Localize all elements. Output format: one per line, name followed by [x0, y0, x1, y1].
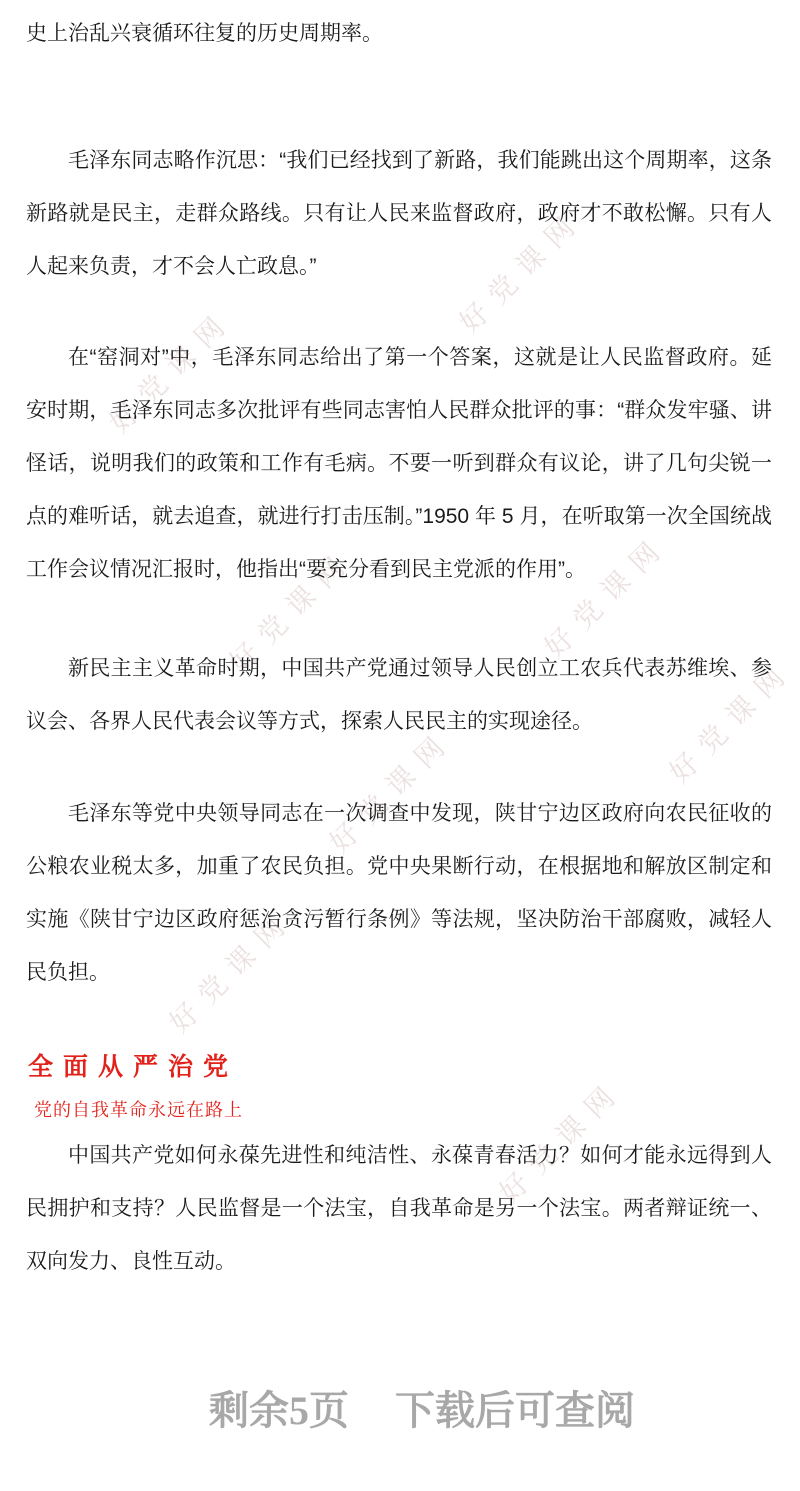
paragraph-continuation: 史上治乱兴衰循环往复的历史周期率。 — [26, 22, 383, 45]
pages-remaining-count: 剩余5页 — [209, 1388, 349, 1433]
paragraph: 毛泽东等党中央领导同志在一次调查中发现，陕甘宁边区政府向农民征收的公粮农业税太多，加重了农民负担。党中央果断行动，在根据地和解放区制定和实施《陕甘宁边区政府惩治贪污暂行条例》等法规，坚决防治干部腐败，减轻人民负担。 — [26, 802, 772, 984]
watermark-text: 好党课网 — [323, 723, 459, 859]
watermark-text: 好党课网 — [223, 543, 359, 679]
watermark-text: 好党课网 — [453, 203, 589, 339]
paragraph: 毛泽东同志略作沉思：“我们已经找到了新路，我们能跳出这个周期率，这条新路就是民主，走群众路线。只有让人民来监督政府，政府才不敢松懈。只有人人起来负责，才不会人亡政息。” — [26, 149, 772, 278]
section-heading: 全面从严治党 — [28, 1054, 239, 1081]
paragraph: 在“窑洞对”中，毛泽东同志给出了第一个答案，这就是让人民监督政府。延安时期，毛泽东同志多次批评有些同志害怕人民群众批评的事：“群众发牢骚、讲怪话，说明我们的政策和工作有毛病。不要一听到群众有议论，讲了几句尖锐一点的难听话，就去追查，就进行打击压制。”1950 年 5 月，在听取第一次全国统战工作会议情况汇报时，他指出“要充分看到民主党派的作用”。 — [26, 346, 772, 581]
download-to-view-note: 下载后可查阅 — [395, 1388, 635, 1433]
pages-remaining-notice — [44, 1388, 800, 1433]
watermark-text: 好党课网 — [663, 653, 799, 789]
watermark-text: 好党课网 — [493, 1073, 629, 1209]
watermark-text: 好党课网 — [538, 528, 674, 664]
watermark-text: 好党课网 — [103, 303, 239, 439]
paragraph: 中国共产党如何永葆先进性和纯洁性、永葆青春活力？如何才能永远得到人民拥护和支持？人民监督是一个法宝，自我革命是另一个法宝。两者辩证统一、双向发力、良性互动。 — [26, 1144, 772, 1273]
watermark-text: 好党课网 — [163, 903, 299, 1039]
section-subheading: 党的自我革命永远在路上 — [34, 1100, 243, 1120]
paragraph: 新民主主义革命时期，中国共产党通过领导人民创立工农兵代表苏维埃、参议会、各界人民代表会议等方式，探索人民民主的实现途径。 — [26, 657, 772, 733]
